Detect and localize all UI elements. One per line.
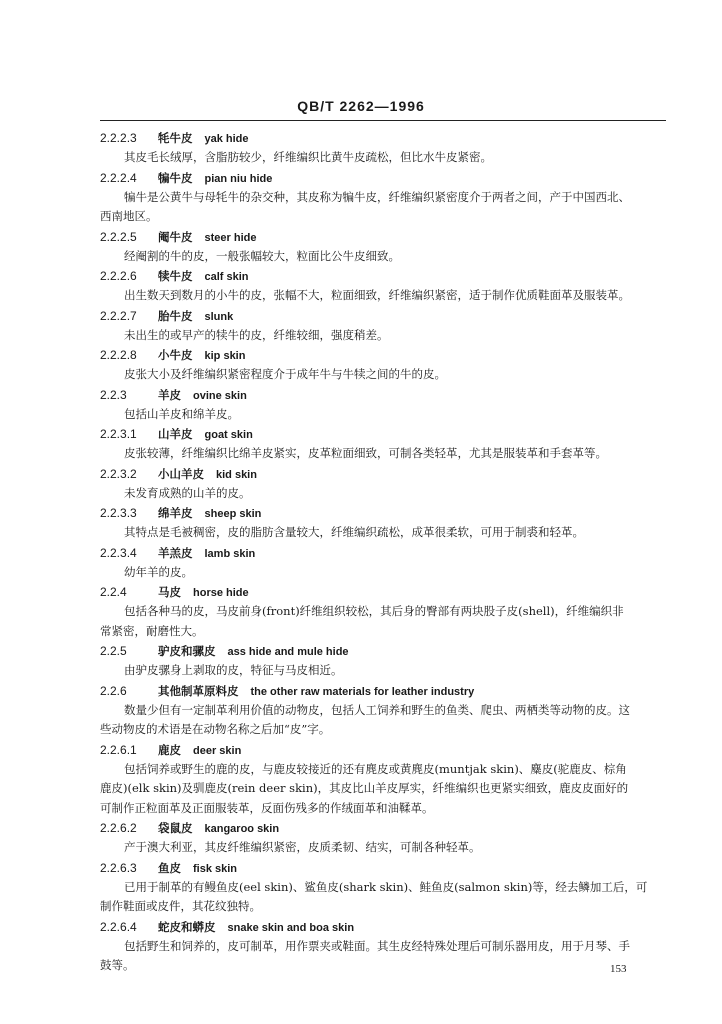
section-heading — [100, 818, 670, 838]
definition-line: 鼓等。 — [100, 958, 135, 972]
definition-line: 皮张大小及纤维编织紧密程度介于成年牛与牛犊之间的牛的皮。 — [124, 367, 446, 381]
section-heading — [100, 503, 670, 523]
term-chinese: 袋鼠皮 — [158, 821, 193, 835]
definition-line: 幼年羊的皮。 — [124, 564, 193, 579]
term-english: kangaroo skin — [204, 823, 280, 835]
term-english: kip skin — [204, 350, 246, 362]
section-heading — [100, 917, 670, 937]
section-number: 2.2.2.8 — [100, 348, 137, 362]
section-number: 2.2.2.6 — [100, 269, 137, 283]
term-chinese: 羊羔皮 — [158, 545, 193, 560]
section-number: 2.2.3.3 — [100, 506, 137, 520]
term-english: horse hide — [193, 587, 249, 599]
definition-line: 经阉割的牛的皮，一般张幅较大，粒面比公牛皮细致。 — [124, 248, 400, 263]
header-rule — [100, 120, 666, 121]
term-english: calf skin — [204, 271, 249, 283]
term-english: lamb skin — [204, 547, 256, 560]
term-chinese: 小牛皮 — [158, 348, 193, 362]
section-heading — [100, 424, 670, 444]
term-chinese: 驴皮和骡皮 — [158, 644, 216, 658]
section-heading — [100, 582, 670, 602]
section-number: 2.2.3.1 — [100, 427, 137, 441]
document-body — [100, 128, 670, 976]
section-number: 2.2.6 — [100, 683, 127, 698]
standard-header: QB/T 2262—1996 — [297, 98, 425, 114]
term-chinese: 山羊皮 — [158, 427, 193, 441]
term-chinese: 牦牛皮 — [158, 131, 193, 145]
term-english: pian niu hide — [204, 172, 273, 185]
definition-line: 包括野生和饲养的，皮可制革，用作票夹或鞋面。其生皮经特殊处理后可制乐器用皮，用于月琴、手 — [124, 938, 630, 953]
term-english: yak hide — [204, 133, 249, 145]
section-heading — [100, 385, 670, 405]
section-heading — [100, 543, 670, 563]
term-chinese: 小山羊皮 — [158, 466, 204, 481]
term-chinese: 胎牛皮 — [158, 308, 193, 323]
section-number: 2.2.4 — [100, 585, 127, 599]
section-heading — [100, 681, 670, 701]
term-chinese: 绵羊皮 — [158, 506, 193, 520]
section-number: 2.2.6.3 — [100, 860, 137, 875]
definition-line: 常紧密，耐磨性大。 — [100, 623, 204, 638]
term-english: snake skin and boa skin — [227, 921, 355, 934]
section-heading — [100, 345, 670, 365]
definition-line: 数量少但有一定制革利用价值的动物皮，包括人工饲养和野生的鱼类、爬虫、两栖类等动物的皮。这 — [124, 702, 630, 717]
definition-line: 包括各种马的皮，马皮前身(front)纤维组织较松，其后身的臀部有两块股子皮(shell)，纤维编织非 — [124, 604, 624, 618]
definition-line: 鹿皮)(elk skin)及驯鹿皮(rein deer skin)，其皮比山羊皮厚实，纤维编织也更紧实细致，鹿皮皮面好的 — [100, 781, 629, 795]
term-english: kid skin — [216, 468, 257, 481]
section-number: 2.2.6.1 — [100, 742, 137, 757]
section-heading — [100, 128, 670, 148]
term-english: deer skin — [193, 744, 242, 757]
definition-line: 皮张较薄，纤维编织比绵羊皮紧实，皮革粒面细致，可制各类轻革，尤其是服装革和手套革等。 — [124, 446, 607, 460]
section-number: 2.2.3.4 — [100, 545, 137, 560]
term-english: the other raw materials for leather industry — [250, 685, 475, 698]
term-english: fisk skin — [193, 862, 238, 875]
term-chinese: 鱼皮 — [158, 860, 181, 875]
term-chinese: 阉牛皮 — [158, 229, 193, 244]
definition-line: 可制作正粒面革及正面服装革，反面伤残多的作绒面革和油鞣革。 — [100, 800, 434, 815]
section-number: 2.2.2.4 — [100, 170, 137, 185]
section-number: 2.2.2.7 — [100, 308, 137, 323]
section-heading — [100, 858, 670, 878]
term-english: ass hide and mule hide — [227, 646, 349, 658]
section-heading — [100, 464, 670, 484]
section-number: 2.2.6.4 — [100, 919, 137, 934]
definition-line: 包括饲养或野生的鹿的皮，与鹿皮较接近的还有麂皮或黄麂皮(muntjak skin)、麋皮(驼鹿皮、棕角 — [124, 761, 627, 776]
term-english: slunk — [204, 310, 234, 323]
section-heading — [100, 740, 670, 760]
term-chinese: 犏牛皮 — [158, 170, 193, 185]
term-english: steer hide — [204, 231, 257, 244]
section-number: 2.2.6.2 — [100, 821, 137, 835]
term-english: sheep skin — [204, 508, 262, 520]
term-english: goat skin — [204, 429, 253, 441]
definition-line: 西南地区。 — [100, 209, 158, 223]
definition-line: 包括山羊皮和绵羊皮。 — [124, 406, 239, 421]
term-english: ovine skin — [193, 389, 247, 402]
section-heading — [100, 168, 670, 188]
definition-line: 未出生的或早产的犊牛的皮，纤维较细，强度稍差。 — [124, 327, 389, 342]
section-number: 2.2.3 — [100, 387, 127, 402]
definition-line: 其特点是毛被稠密，皮的脂肪含量较大，纤维编织疏松，成革很柔软，可用于制裘和轻革。 — [124, 525, 584, 539]
section-heading — [100, 306, 670, 326]
term-chinese: 其他制革原料皮 — [158, 683, 239, 698]
term-chinese: 羊皮 — [158, 387, 181, 402]
definition-line: 由驴皮骡身上剥取的皮，特征与马皮相近。 — [124, 663, 343, 677]
term-chinese: 马皮 — [158, 585, 181, 599]
definition-line: 制作鞋面或皮件，其花纹独特。 — [100, 899, 261, 913]
definition-line: 产于澳大利亚，其皮纤维编织紧密，皮质柔韧、结实，可制各种轻革。 — [124, 840, 481, 854]
term-chinese: 蛇皮和蟒皮 — [158, 919, 216, 934]
section-heading — [100, 266, 670, 286]
term-chinese: 犊牛皮 — [158, 269, 193, 283]
page-number: 153 — [610, 963, 627, 975]
section-heading — [100, 641, 670, 661]
definition-line: 已用于制革的有鳗鱼皮(eel skin)、鲨鱼皮(shark skin)、鲑鱼皮(salmon skin)等，经去鳞加工后，可 — [124, 879, 648, 894]
section-number: 2.2.3.2 — [100, 466, 137, 481]
definition-line: 些动物皮的术语是在动物名称之后加“皮”字。 — [100, 722, 331, 736]
definition-line: 未发育成熟的山羊的皮。 — [124, 485, 251, 500]
definition-line: 犏牛是公黄牛与母牦牛的杂交种，其皮称为犏牛皮，纤维编织紧密度介于两者之间，产于中国西北、 — [124, 189, 630, 204]
section-number: 2.2.2.3 — [100, 131, 137, 145]
section-number: 2.2.2.5 — [100, 229, 137, 244]
term-chinese: 鹿皮 — [158, 742, 181, 757]
section-heading — [100, 227, 670, 247]
section-number: 2.2.5 — [100, 644, 127, 658]
definition-line: 其皮毛长绒厚，含脂肪较少，纤维编织比黄牛皮疏松，但比水牛皮紧密。 — [124, 150, 492, 164]
definition-line: 出生数天到数月的小牛的皮，张幅不大，粒面细致，纤维编织紧密，适于制作优质鞋面革及服装革。 — [124, 288, 630, 302]
